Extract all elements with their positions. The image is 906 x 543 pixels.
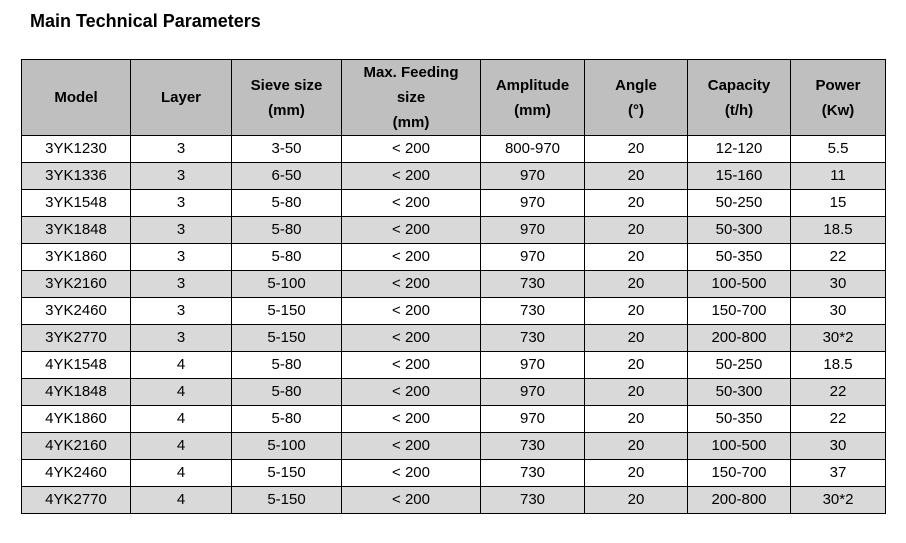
- cell-capacity: 100-500: [688, 433, 791, 460]
- cell-capacity: 150-700: [688, 298, 791, 325]
- cell-amplitude: 970: [481, 163, 585, 190]
- cell-max-feeding-size: < 200: [342, 271, 481, 298]
- cell-power: 30: [791, 433, 886, 460]
- cell-angle: 20: [585, 325, 688, 352]
- cell-angle: 20: [585, 487, 688, 514]
- table-row: [22, 163, 886, 190]
- cell-layer: 4: [131, 406, 232, 433]
- cell-power: 22: [791, 244, 886, 271]
- cell-max-feeding-size: < 200: [342, 325, 481, 352]
- column-header-line: Model: [54, 89, 98, 106]
- cell-power: 5.5: [791, 136, 886, 163]
- column-header-line: (mm): [514, 101, 551, 119]
- cell-angle: 20: [585, 433, 688, 460]
- column-header-capacity: [688, 60, 791, 136]
- cell-capacity: 150-700: [688, 460, 791, 487]
- cell-amplitude: 730: [481, 460, 585, 487]
- cell-max-feeding-size: < 200: [342, 433, 481, 460]
- column-header-layer: [131, 60, 232, 136]
- cell-max-feeding-size: < 200: [342, 406, 481, 433]
- cell-amplitude: 800-970: [481, 136, 585, 163]
- cell-amplitude: 970: [481, 244, 585, 271]
- cell-capacity: 50-350: [688, 244, 791, 271]
- table-body: [22, 136, 886, 514]
- cell-amplitude: 730: [481, 433, 585, 460]
- cell-sieve-size: 5-80: [232, 244, 342, 271]
- cell-amplitude: 970: [481, 379, 585, 406]
- column-header-line: Capacity: [707, 76, 771, 94]
- cell-sieve-size: 5-150: [232, 298, 342, 325]
- cell-angle: 20: [585, 217, 688, 244]
- cell-amplitude: 730: [481, 487, 585, 514]
- cell-max-feeding-size: < 200: [342, 217, 481, 244]
- cell-capacity: 50-250: [688, 352, 791, 379]
- cell-sieve-size: 3-50: [232, 136, 342, 163]
- column-header-line: Layer: [160, 89, 202, 106]
- column-header-model: [22, 60, 131, 136]
- column-header-sieve-size: [232, 60, 342, 136]
- cell-layer: 4: [131, 352, 232, 379]
- table-row: [22, 217, 886, 244]
- cell-sieve-size: 5-80: [232, 406, 342, 433]
- cell-amplitude: 970: [481, 190, 585, 217]
- table-row: [22, 325, 886, 352]
- cell-model: 3YK2160: [22, 271, 131, 298]
- table-row: [22, 298, 886, 325]
- cell-max-feeding-size: < 200: [342, 298, 481, 325]
- column-header-angle: [585, 60, 688, 136]
- cell-angle: 20: [585, 298, 688, 325]
- header-row: [22, 60, 886, 136]
- cell-capacity: 50-300: [688, 379, 791, 406]
- cell-capacity: 12-120: [688, 136, 791, 163]
- cell-capacity: 50-350: [688, 406, 791, 433]
- cell-capacity: 200-800: [688, 325, 791, 352]
- cell-angle: 20: [585, 406, 688, 433]
- cell-sieve-size: 6-50: [232, 163, 342, 190]
- cell-amplitude: 970: [481, 217, 585, 244]
- cell-layer: 3: [131, 244, 232, 271]
- cell-model: 4YK1848: [22, 379, 131, 406]
- column-header-line: (Kw): [821, 101, 855, 119]
- table-row: [22, 352, 886, 379]
- cell-layer: 4: [131, 460, 232, 487]
- cell-model: 3YK2770: [22, 325, 131, 352]
- cell-sieve-size: 5-150: [232, 460, 342, 487]
- cell-capacity: 50-250: [688, 190, 791, 217]
- cell-power: 22: [791, 406, 886, 433]
- cell-amplitude: 730: [481, 298, 585, 325]
- cell-power: 30: [791, 271, 886, 298]
- cell-capacity: 15-160: [688, 163, 791, 190]
- cell-angle: 20: [585, 460, 688, 487]
- table-row: [22, 244, 886, 271]
- cell-capacity: 100-500: [688, 271, 791, 298]
- cell-amplitude: 970: [481, 352, 585, 379]
- column-header-line: (mm): [268, 101, 305, 119]
- table-row: [22, 379, 886, 406]
- cell-power: 37: [791, 460, 886, 487]
- column-header-max-feeding-size: [342, 60, 481, 136]
- cell-sieve-size: 5-80: [232, 352, 342, 379]
- table-row: [22, 460, 886, 487]
- cell-max-feeding-size: < 200: [342, 136, 481, 163]
- cell-amplitude: 730: [481, 271, 585, 298]
- cell-angle: 20: [585, 163, 688, 190]
- cell-angle: 20: [585, 136, 688, 163]
- cell-model: 3YK1848: [22, 217, 131, 244]
- cell-model: 3YK1230: [22, 136, 131, 163]
- cell-power: 15: [791, 190, 886, 217]
- cell-power: 22: [791, 379, 886, 406]
- cell-max-feeding-size: < 200: [342, 379, 481, 406]
- cell-angle: 20: [585, 271, 688, 298]
- column-header-line: Max. Feeding: [363, 64, 459, 81]
- cell-model: 3YK1336: [22, 163, 131, 190]
- column-header-line: Sieve size: [250, 76, 323, 94]
- cell-model: 4YK1860: [22, 406, 131, 433]
- cell-power: 30*2: [791, 325, 886, 352]
- technical-parameters-table: [21, 59, 886, 514]
- cell-sieve-size: 5-100: [232, 271, 342, 298]
- cell-model: 3YK1860: [22, 244, 131, 271]
- column-header-line: Angle: [615, 76, 657, 94]
- table-row: [22, 406, 886, 433]
- cell-max-feeding-size: < 200: [342, 352, 481, 379]
- cell-power: 18.5: [791, 217, 886, 244]
- cell-angle: 20: [585, 379, 688, 406]
- column-header-line: Amplitude: [495, 76, 570, 94]
- cell-sieve-size: 5-100: [232, 433, 342, 460]
- cell-sieve-size: 5-80: [232, 217, 342, 244]
- table-row: [22, 487, 886, 514]
- cell-capacity: 50-300: [688, 217, 791, 244]
- table-row: [22, 271, 886, 298]
- cell-max-feeding-size: < 200: [342, 487, 481, 514]
- cell-sieve-size: 5-150: [232, 487, 342, 514]
- cell-layer: 3: [131, 271, 232, 298]
- column-header-line: size: [396, 89, 426, 106]
- cell-capacity: 200-800: [688, 487, 791, 514]
- cell-model: 4YK1548: [22, 352, 131, 379]
- cell-model: 4YK2160: [22, 433, 131, 460]
- cell-layer: 3: [131, 298, 232, 325]
- cell-max-feeding-size: < 200: [342, 460, 481, 487]
- cell-sieve-size: 5-80: [232, 190, 342, 217]
- column-header-line: Power: [815, 76, 861, 94]
- cell-model: 4YK2770: [22, 487, 131, 514]
- cell-layer: 4: [131, 487, 232, 514]
- page-title: Main Technical Parameters: [30, 11, 261, 31]
- cell-max-feeding-size: < 200: [342, 190, 481, 217]
- cell-power: 11: [791, 163, 886, 190]
- cell-amplitude: 970: [481, 406, 585, 433]
- column-header-line: (t/h): [724, 101, 754, 119]
- cell-power: 18.5: [791, 352, 886, 379]
- cell-power: 30*2: [791, 487, 886, 514]
- cell-sieve-size: 5-150: [232, 325, 342, 352]
- cell-model: 4YK2460: [22, 460, 131, 487]
- cell-layer: 3: [131, 325, 232, 352]
- cell-model: 3YK2460: [22, 298, 131, 325]
- cell-layer: 4: [131, 433, 232, 460]
- cell-angle: 20: [585, 244, 688, 271]
- cell-sieve-size: 5-80: [232, 379, 342, 406]
- cell-model: 3YK1548: [22, 190, 131, 217]
- cell-layer: 3: [131, 136, 232, 163]
- cell-layer: 3: [131, 190, 232, 217]
- cell-max-feeding-size: < 200: [342, 163, 481, 190]
- cell-angle: 20: [585, 190, 688, 217]
- cell-max-feeding-size: < 200: [342, 244, 481, 271]
- column-header-line: (°): [628, 101, 644, 119]
- cell-angle: 20: [585, 352, 688, 379]
- table-row: [22, 190, 886, 217]
- table-row: [22, 136, 886, 163]
- column-header-power: [791, 60, 886, 136]
- cell-power: 30: [791, 298, 886, 325]
- cell-layer: 3: [131, 217, 232, 244]
- cell-layer: 4: [131, 379, 232, 406]
- cell-amplitude: 730: [481, 325, 585, 352]
- table-row: [22, 433, 886, 460]
- cell-layer: 3: [131, 163, 232, 190]
- column-header-line: (mm): [392, 114, 430, 131]
- column-header-amplitude: [481, 60, 585, 136]
